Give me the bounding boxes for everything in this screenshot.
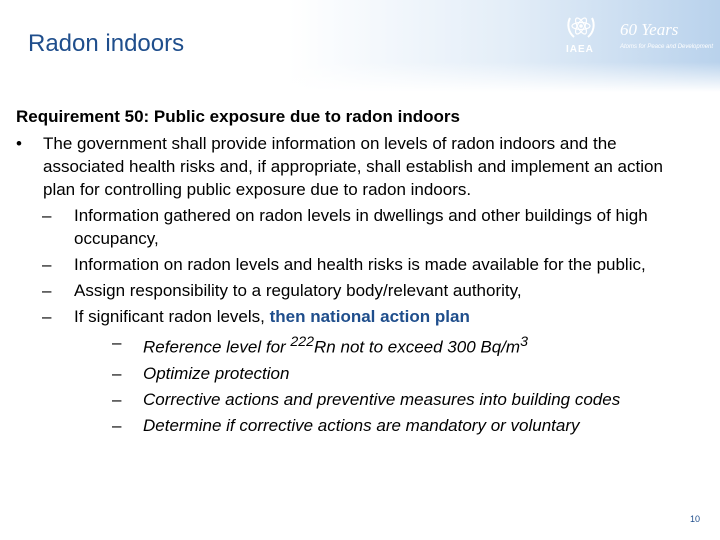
sub-item-text: Information gathered on radon levels in dwellings and other buildings of high occupancy,: [74, 206, 648, 248]
sub-sub-item: [16, 388, 676, 411]
isotope-mass-number: 222: [290, 334, 315, 350]
sub-item-text: If significant radon levels,: [74, 307, 270, 326]
sub-sub-item-text: Corrective actions and preventive measures into building codes: [143, 389, 621, 409]
sub-item: [16, 305, 676, 328]
sub-item-text: Information on radon levels and health risks is made available for the public,: [74, 255, 646, 274]
dash-marker: –: [112, 415, 122, 435]
dash-marker: –: [42, 206, 52, 225]
sub-sub-item-text: Optimize protection: [143, 363, 290, 383]
dash-marker: –: [42, 281, 52, 300]
sub-sub-item: [16, 331, 676, 359]
main-bullet: [16, 132, 676, 201]
dash-marker: –: [42, 307, 52, 326]
iaea-emblem-icon: [564, 12, 598, 42]
sub-item: [16, 253, 676, 276]
bullet-marker: •: [16, 134, 22, 153]
sub-item: [16, 279, 676, 302]
anniversary-text: 60 Years: [620, 20, 679, 39]
page-number: 10: [690, 514, 701, 524]
reference-level-text: Reference level for: [143, 337, 291, 357]
requirement-heading: Requirement 50: Public exposure due to radon indoors: [16, 107, 460, 126]
main-bullet-text: The government shall provide information on levels of radon indoors and the associated health risks and, if appropriate, shall establish and implement an action plan for controlling public exposure due to radon indoors.: [43, 134, 663, 199]
iaea-wordmark: IAEA: [566, 44, 594, 55]
sub-item-text: Assign responsibility to a regulatory body/relevant authority,: [74, 281, 522, 300]
iaea-logo: [562, 12, 714, 58]
dash-marker: –: [42, 255, 52, 274]
dash-marker: –: [112, 333, 122, 352]
action-plan-highlight: then national action plan: [269, 307, 470, 326]
sub-sub-item: [16, 362, 676, 385]
unit-exponent: 3: [520, 334, 528, 350]
sub-sub-item-text: Determine if corrective actions are mandatory or voluntary: [143, 415, 580, 435]
reference-level-limit: Rn not to exceed 300 Bq/m: [314, 337, 521, 357]
dash-marker: –: [112, 363, 122, 383]
dash-marker: –: [112, 389, 122, 409]
sub-sub-item: [16, 414, 676, 437]
slide-content: [16, 105, 676, 440]
sub-item: [16, 204, 676, 250]
logo-tagline: Atoms for Peace and Development: [620, 44, 714, 50]
slide-title: Radon indoors: [28, 30, 185, 57]
